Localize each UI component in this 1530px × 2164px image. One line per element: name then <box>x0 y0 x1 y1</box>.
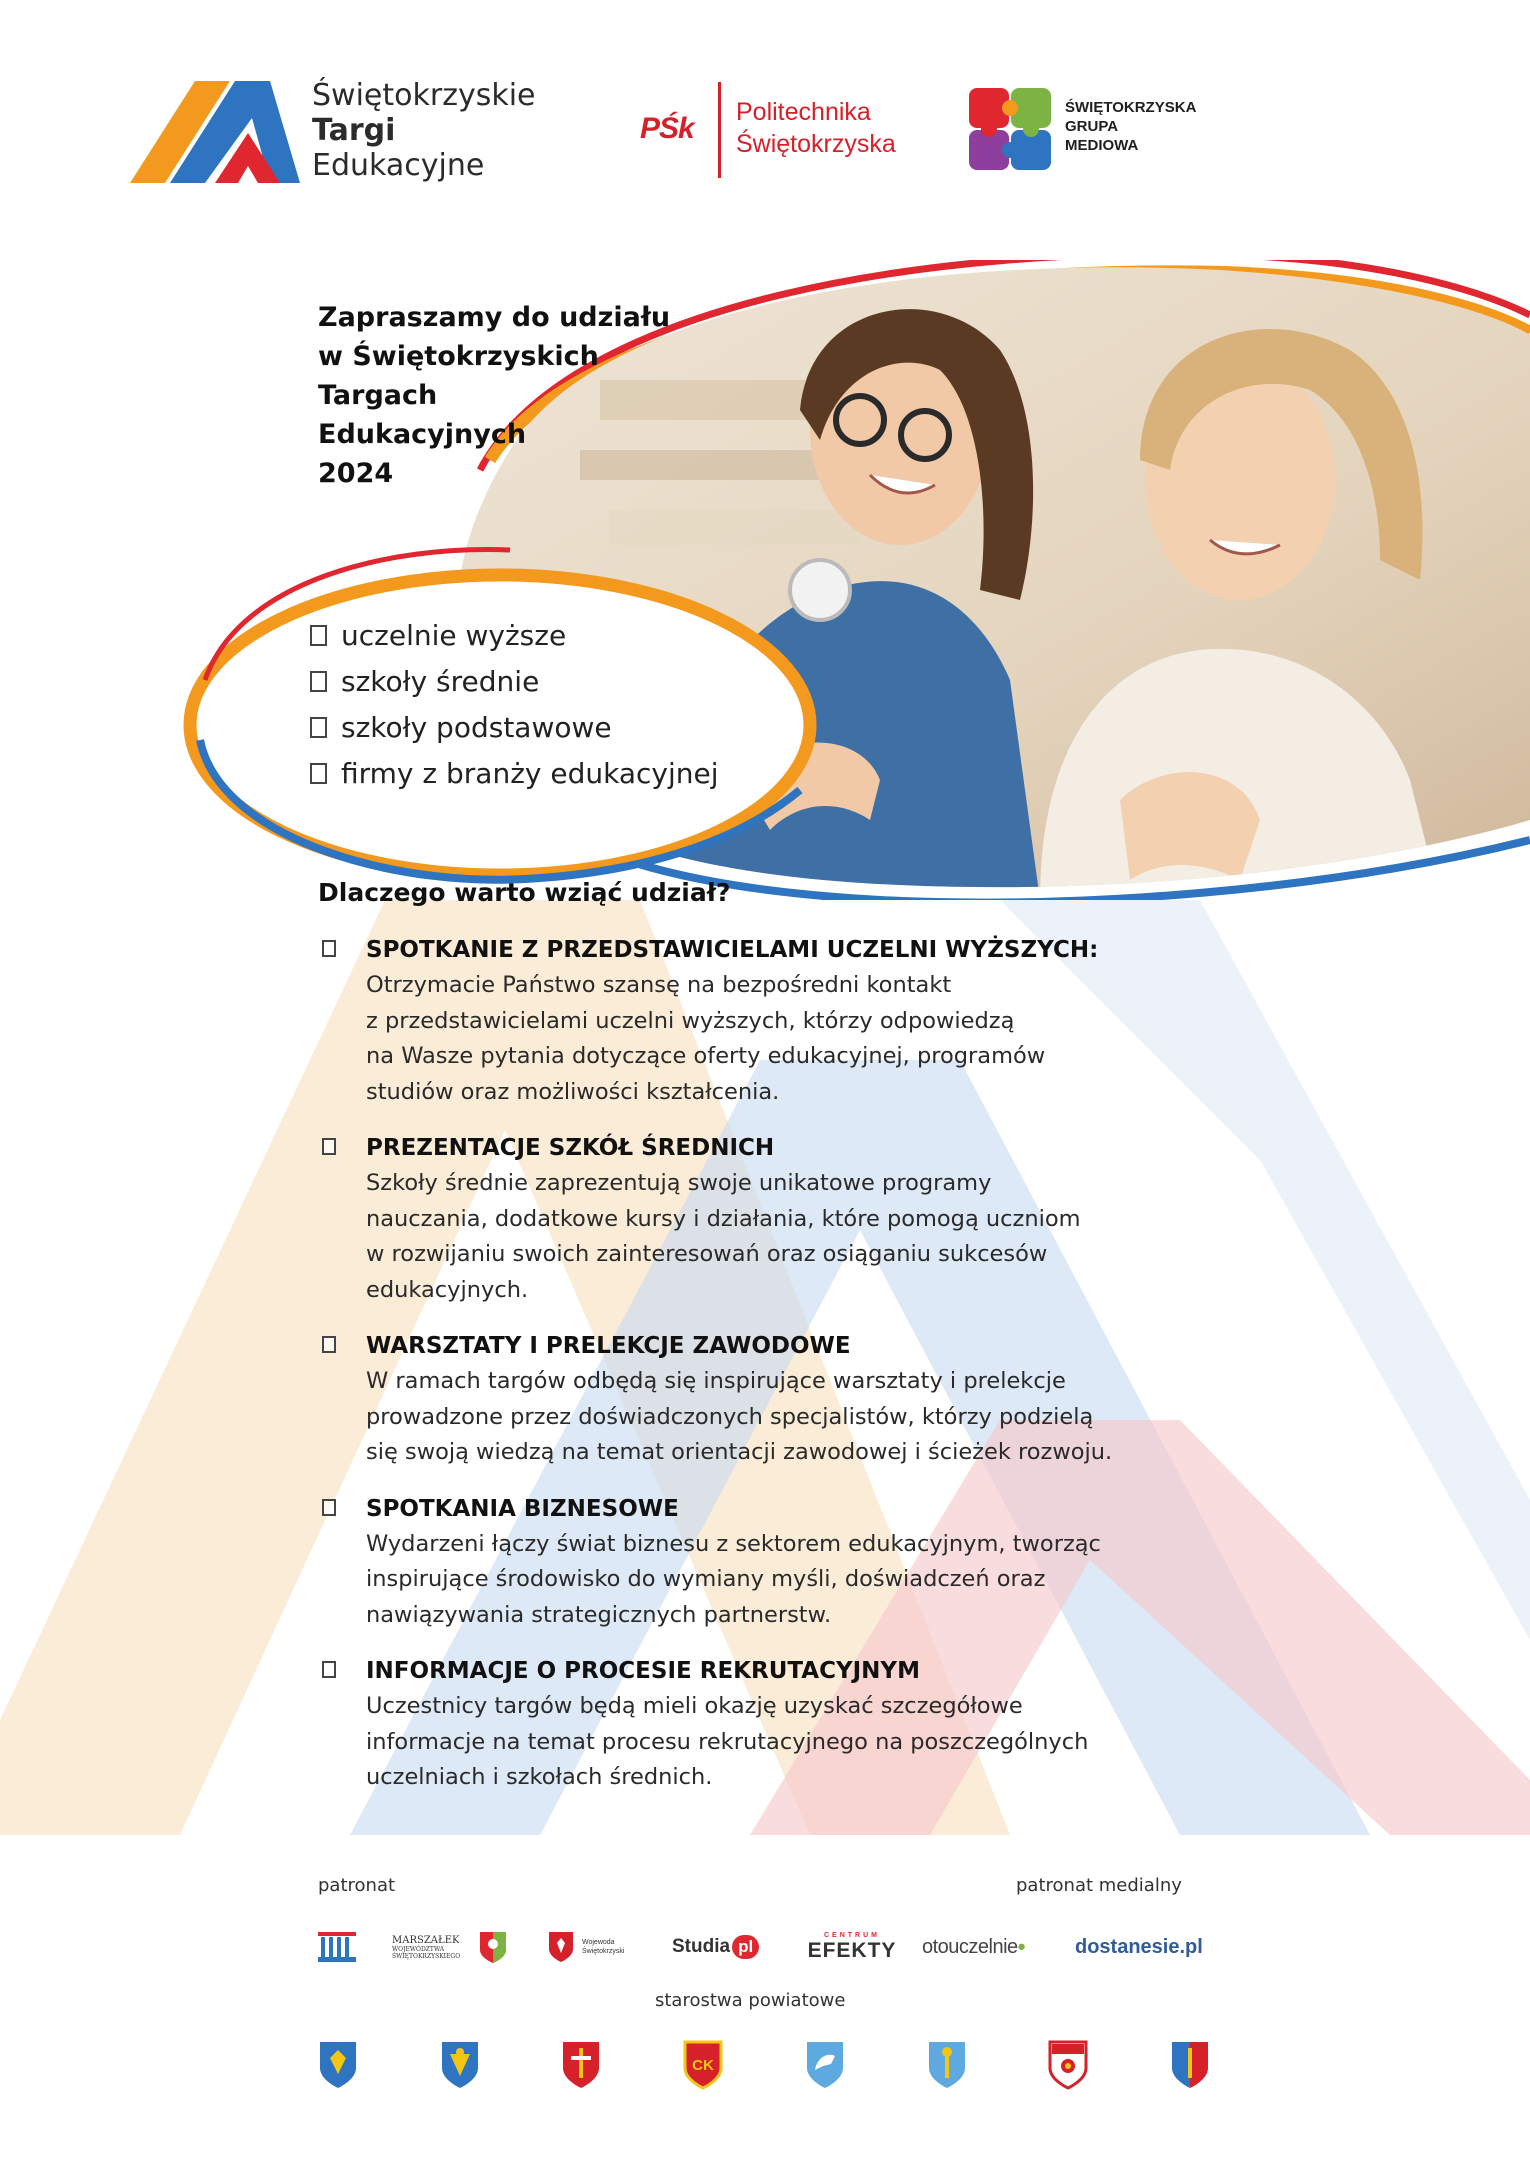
sgm-line1: ŚWIĘTOKRZYSKA <box>1065 99 1197 116</box>
reason-line: się swoją wiedzą na temat orientacji zawodowej i ścieżek rozwoju. <box>366 1439 1113 1465</box>
crest-icon <box>478 1930 508 1964</box>
wojewoda-line2: Świętokrzyski <box>582 1948 625 1955</box>
crest-icon <box>561 2040 601 2090</box>
eagle-crest-icon <box>548 1931 574 1963</box>
otouczelnie-logo <box>922 1925 1062 1969</box>
intro-line: Targach <box>318 380 438 411</box>
sejmik-logo <box>316 1925 360 1969</box>
otouczelnie-text: otouczelnie <box>922 1935 1018 1958</box>
reason-item <box>322 1491 1222 1634</box>
reason-line: Wydarzeni łączy świat biznesu z sektorem edukacyjnym, tworząc <box>366 1530 1101 1557</box>
psk-divider <box>718 82 721 178</box>
intro-line: w Świętokrzyskich <box>318 341 599 372</box>
dostanesie-logo <box>1075 1925 1215 1969</box>
puzzle-icon <box>965 84 1055 174</box>
sgm-line2: GRUPA <box>1065 118 1119 135</box>
audience-label: firmy z branży edukacyjnej <box>341 756 719 790</box>
intro-heading <box>318 298 670 493</box>
reason-item <box>322 1130 1222 1308</box>
audience-label: uczelnie wyższe <box>341 618 567 652</box>
otouczelnie-dot: • <box>1017 1934 1026 1959</box>
marszalek-line1: MARSZAŁEK <box>392 1934 460 1946</box>
reason-line: uczelniach i szkołach średnich. <box>366 1764 713 1790</box>
psk-line2: Świętokrzyska <box>736 130 896 158</box>
checkbox-icon <box>310 625 327 646</box>
politechnika-logo <box>640 82 900 178</box>
studia-pl-badge: pl <box>732 1935 759 1959</box>
reason-line: edukacyjnych. <box>366 1276 529 1303</box>
crest-icon <box>1170 2040 1210 2090</box>
starostwa-label: starostwa powiatowe <box>655 1990 846 2011</box>
psk-mark: PŚk <box>640 112 694 145</box>
marszalek-line3: ŚWIĘTOKRZYSKIEGO <box>392 1952 461 1960</box>
crest-icon <box>805 2040 845 2090</box>
reason-line: Szkoły średnie zaprezentują swoje unikatowe programy <box>366 1170 992 1196</box>
reason-line: inspirujące środowisko do wymiany myśli, doświadczeń oraz <box>366 1566 1046 1592</box>
psk-line1: Politechnika <box>736 98 871 126</box>
reason-line: studiów oraz możliwości kształcenia. <box>366 1078 780 1105</box>
grupa-mediowa-logo <box>965 84 1245 180</box>
reason-item <box>322 932 1222 1110</box>
crest-icon <box>927 2040 967 2090</box>
sgm-line3: MEDIOWA <box>1065 137 1139 154</box>
reason-line: na Wasze pytania dotyczące oferty edukacyjnej, programów <box>366 1043 1046 1069</box>
reason-line: Otrzymacie Państwo szansę na bezpośredni kontakt <box>366 972 952 998</box>
reason-item <box>322 1328 1222 1471</box>
reason-item <box>322 1653 1222 1796</box>
audience-item <box>310 658 718 704</box>
reason-title: PREZENTACJE SZKÓŁ ŚREDNICH <box>366 1135 775 1161</box>
efekty-main: EFEKTY <box>807 1938 897 1962</box>
crest-icon <box>683 2040 723 2090</box>
audience-item <box>310 704 718 750</box>
marszalek-logo <box>392 1925 512 1969</box>
dostanesie-text: dostanesie.pl <box>1075 1935 1203 1958</box>
columns-icon <box>316 1929 358 1965</box>
crest-icon <box>1048 2040 1088 2090</box>
studia-text: Studia <box>672 1936 731 1957</box>
checkbox-icon <box>322 1499 336 1516</box>
audience-item <box>310 612 718 658</box>
reason-line: w rozwijaniu swoich zainteresowań oraz osiąganiu sukcesów <box>366 1241 1048 1267</box>
checkbox-icon <box>322 1661 336 1678</box>
house-chevron-icon <box>130 78 300 188</box>
checkbox-icon <box>322 1138 336 1155</box>
reason-title: INFORMACJE O PROCESIE REKRUTACYJNYM <box>366 1658 920 1684</box>
crest-icon <box>440 2040 480 2090</box>
audience-label: szkoły średnie <box>341 664 540 698</box>
checkbox-icon <box>310 671 327 692</box>
efekty-top: CENTRUM <box>824 1931 880 1939</box>
patronat-medialny-label: patronat medialny <box>1016 1875 1182 1896</box>
studia-pl-logo <box>672 1925 782 1969</box>
checkbox-icon <box>310 717 327 738</box>
reason-line: informacje na temat procesu rekrutacyjnego na poszczególnych <box>366 1728 1089 1755</box>
checkbox-icon <box>322 940 336 957</box>
reason-title: SPOTKANIE Z PRZEDSTAWICIELAMI UCZELNI WYŻSZYCH: <box>366 937 1099 963</box>
reason-line: prowadzone przez doświadczonych specjalistów, którzy podzielą <box>366 1403 1094 1430</box>
reason-line: Uczestnicy targów będą mieli okazję uzyskać szczegółowe <box>366 1693 1023 1719</box>
checkbox-icon <box>310 763 327 784</box>
crest-icon <box>318 2040 358 2090</box>
reason-title: WARSZTATY I PRELEKCJE ZAWODOWE <box>366 1333 851 1359</box>
intro-line: Zapraszamy do udziału <box>318 302 671 333</box>
audience-item <box>310 750 718 796</box>
intro-line: 2024 <box>318 458 394 489</box>
reason-line: z przedstawicielami uczelni wyższych, którzy odpowiedzą <box>366 1007 1015 1034</box>
reason-title: SPOTKANIA BIZNESOWE <box>366 1495 679 1522</box>
ste-logo-line3: Edukacyjne <box>312 148 485 183</box>
intro-line: Edukacyjnych <box>318 419 527 450</box>
reasons-list <box>322 932 1222 1816</box>
marszalek-line2: WOJEWÓDZTWA <box>392 1945 445 1953</box>
patronat-label: patronat <box>318 1875 396 1896</box>
audience-list <box>310 612 718 796</box>
ste-logo-line2: Targi <box>312 113 396 148</box>
wojewoda-line1: Wojewoda <box>582 1939 615 1946</box>
reason-line: nawiązywania strategicznych partnerstw. <box>366 1601 832 1628</box>
ste-logo-line1: Świętokrzyskie <box>312 78 536 113</box>
wojewoda-logo <box>548 1925 648 1969</box>
why-title: Dlaczego warto wziąć udział? <box>318 878 731 907</box>
reason-line: W ramach targów odbędą się inspirujące warsztaty i prelekcje <box>366 1368 1066 1394</box>
svg-text:CK: CK <box>692 2057 714 2074</box>
centrum-efekty-logo <box>802 1925 902 1969</box>
swietokrzyskie-targi-logo <box>130 78 550 188</box>
reason-line: nauczania, dodatkowe kursy i działania, które pomogą uczniom <box>366 1205 1081 1232</box>
checkbox-icon <box>322 1336 336 1353</box>
audience-label: szkoły podstawowe <box>341 710 612 744</box>
